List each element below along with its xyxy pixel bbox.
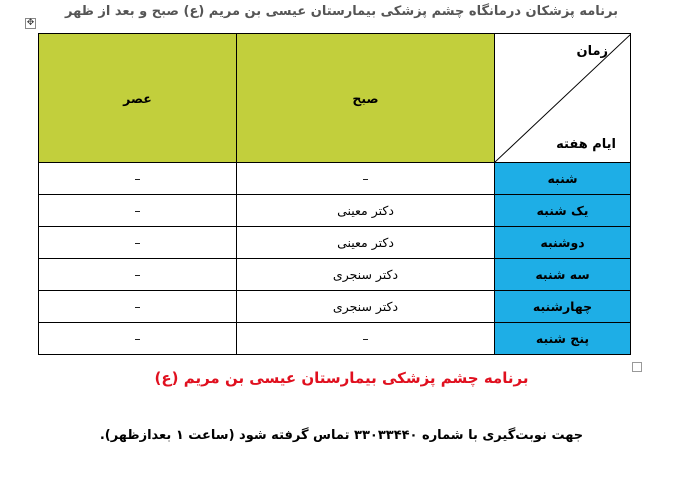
- afternoon-cell[interactable]: –: [39, 227, 237, 259]
- table-header-row: [39, 34, 631, 163]
- afternoon-cell[interactable]: –: [39, 323, 237, 355]
- day-cell[interactable]: شنبه: [495, 163, 631, 195]
- afternoon-cell[interactable]: –: [39, 291, 237, 323]
- table-row: [39, 291, 631, 323]
- day-cell[interactable]: دوشنبه: [495, 227, 631, 259]
- morning-cell[interactable]: –: [237, 163, 495, 195]
- day-cell[interactable]: یک شنبه: [495, 195, 631, 227]
- afternoon-cell[interactable]: –: [39, 163, 237, 195]
- table-move-handle-icon[interactable]: ✥: [26, 18, 35, 28]
- morning-cell[interactable]: –: [237, 323, 495, 355]
- morning-cell[interactable]: دکتر معینی: [237, 227, 495, 259]
- day-cell[interactable]: سه شنبه: [495, 259, 631, 291]
- morning-cell[interactable]: دکتر سنجری: [237, 291, 495, 323]
- document-title: برنامه پزشکان درمانگاه چشم پزشکی بیمارستان عیسی بن مریم (ع) صبح و بعد از ظهر: [64, 4, 618, 19]
- table-row: [39, 259, 631, 291]
- day-cell[interactable]: پنج شنبه: [495, 323, 631, 355]
- schedule-caption: برنامه چشم پزشکی بیمارستان عیسی بن مریم (ع): [154, 369, 529, 387]
- corner-cell[interactable]: [495, 34, 631, 163]
- morning-cell[interactable]: دکتر معینی: [237, 195, 495, 227]
- morning-cell[interactable]: دکتر سنجری: [237, 259, 495, 291]
- day-cell[interactable]: چهارشنبه: [495, 291, 631, 323]
- corner-days-label: ایام هفته: [556, 137, 616, 152]
- table-row: [39, 195, 631, 227]
- header-morning[interactable]: صبح: [237, 34, 495, 163]
- corner-time-label: زمان: [576, 44, 608, 59]
- table-row: [39, 163, 631, 195]
- afternoon-cell[interactable]: –: [39, 195, 237, 227]
- appointment-note: جهت نوبت‌گیری با شماره ۳۳۰۳۳۴۴۰ تماس گرفته شود (ساعت ۱ بعدازظهر).: [99, 428, 584, 443]
- table-row: [39, 323, 631, 355]
- schedule-table: [38, 33, 631, 355]
- table-row: [39, 227, 631, 259]
- afternoon-cell[interactable]: –: [39, 259, 237, 291]
- header-afternoon[interactable]: عصر: [39, 34, 237, 163]
